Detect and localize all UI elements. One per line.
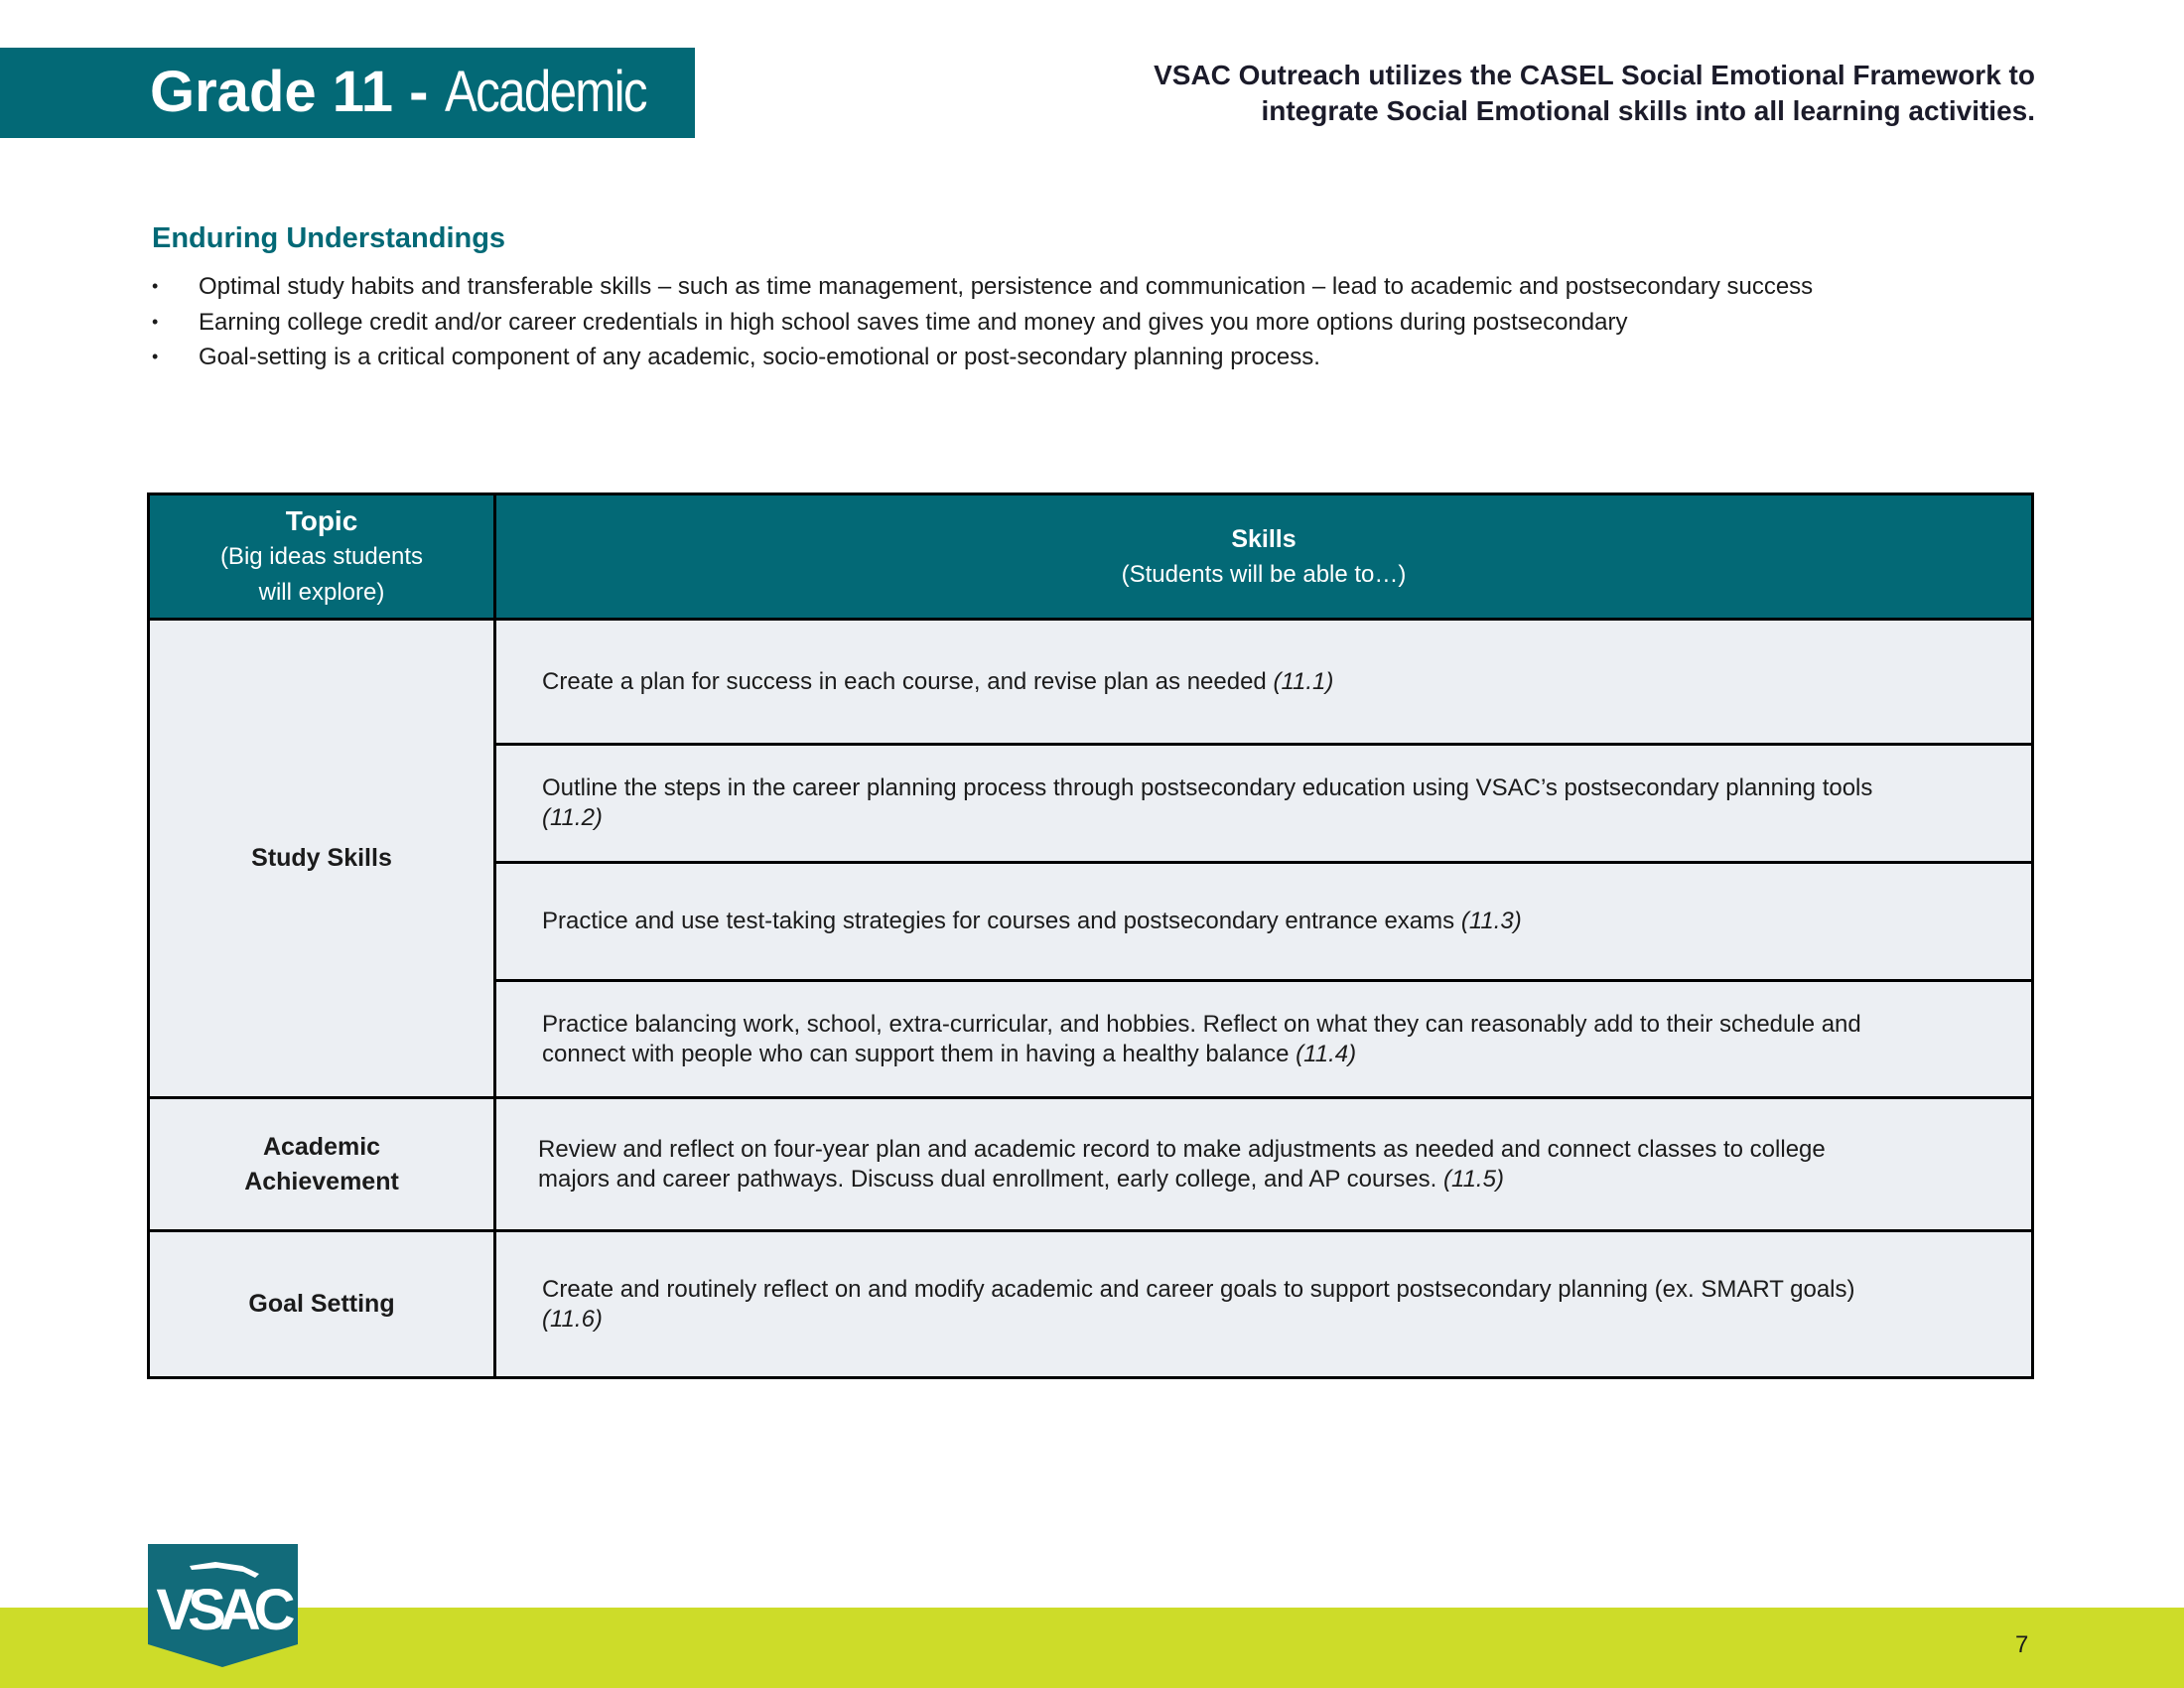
table-header-row [149,494,2033,620]
skill-cell [495,981,2033,1098]
title-banner [0,48,695,138]
skill-cell [495,1231,2033,1378]
skill-code: (11.6) [542,1305,603,1333]
topic-cell: Study Skills [149,620,495,1098]
skill-code: (11.2) [542,804,603,831]
svg-text:VSAC: VSAC [156,1578,289,1642]
topic-line: Academic [262,1132,381,1161]
topic-header [149,494,495,620]
table-row [149,1231,2033,1378]
skills-header-label: Skills [1231,524,1297,553]
enduring-understandings-heading: Enduring Understandings [152,222,506,254]
skill-text: Review and reflect on four-year plan and academic record to make adjustments as needed and connect classes to college majors and career pathways. Discuss dual enrollment, early college, and AP courses. [538,1135,1826,1193]
intro-line: VSAC Outreach utilizes the CASEL Social Emotional Framework to [1154,60,2035,90]
skill-code: (11.5) [1443,1165,1504,1193]
skill-text: Outline the steps in the career planning process through postsecondary education using VSAC’s postsecondary planning tools [542,774,1873,801]
skill-text: Create and routinely reflect on and modify academic and career goals to support postsecondary planning (ex. SMART goals) [542,1275,1855,1303]
topic-cell [149,1098,495,1231]
title-grade: Grade 11 - [150,60,429,124]
topic-line: Achievement [244,1167,399,1196]
skill-cell [495,745,2033,863]
page-title [150,60,681,125]
skill-code: (11.1) [1273,667,1334,695]
footer-band [0,1608,2184,1688]
table-row [149,620,2033,745]
skill-code: (11.3) [1460,908,1522,934]
skill-cell [495,620,2033,745]
skills-header-sub: (Students will be able to…) [1121,560,1407,588]
intro-line: integrate Social Emotional skills into all learning activities. [1261,95,2035,126]
topic-cell: Goal Setting [149,1231,495,1378]
skill-text: Create a plan for success in each course, and revise plan as needed [542,667,1267,695]
vsac-logo [148,1544,298,1671]
topic-header-sub: will explore) [258,578,385,606]
list-item: • Optimal study habits and transferable skills – such as time management, persistence and communication – lead to academic and postsecondary success [152,269,1813,305]
list-item: • Goal-setting is a critical component of any academic, socio-emotional or post-secondary planning process. [152,340,1813,375]
skill-cell [495,863,2033,981]
list-item: • Earning college credit and/or career credentials in high school saves time and money and gives you more options during postsecondary [152,305,1813,341]
enduring-understandings-list [152,269,1813,375]
casel-intro [1154,58,2035,129]
topic-header-sub: (Big ideas students [219,542,424,570]
skills-header [495,494,2033,620]
skill-code: (11.4) [1296,1040,1357,1067]
skill-text: Practice and use test-taking strategies for courses and postsecondary entrance exams [542,908,1455,934]
page-number: 7 [2015,1631,2029,1658]
skill-cell [495,1098,2033,1231]
title-subject: Academic [444,60,646,124]
skills-table [147,492,2034,1379]
table-row [149,1098,2033,1231]
skill-text: Practice balancing work, school, extra-curricular, and hobbies. Reflect on what they can reasonably add to their schedule and connect with people who can support them in having a healthy balance [542,1010,1861,1067]
topic-header-label: Topic [285,504,358,536]
